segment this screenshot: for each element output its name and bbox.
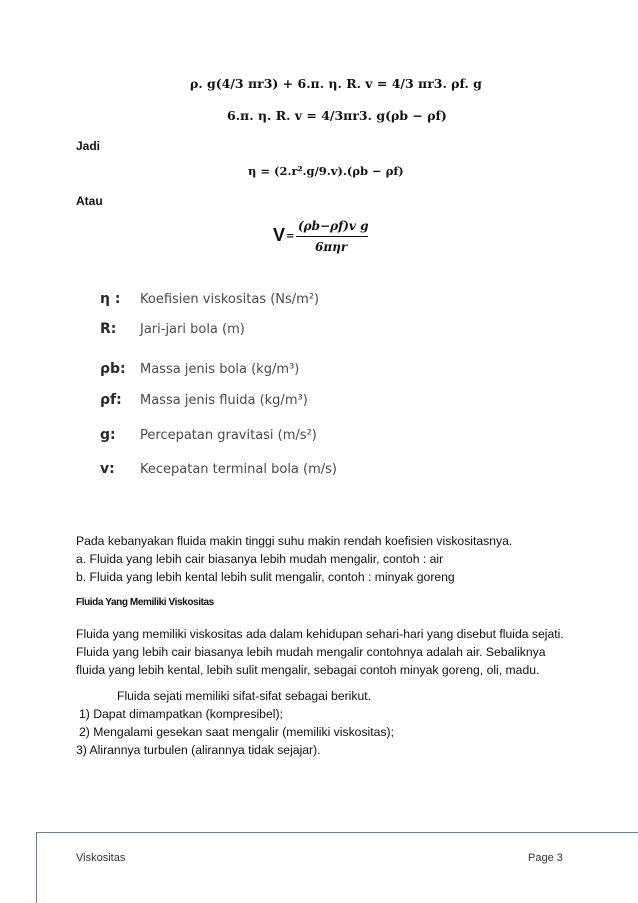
footer-border-left (36, 832, 37, 903)
text-line: Fluida yang memiliki viskositas ada dalam kehidupan sehari-hari yang disebut fluida sejati. (76, 627, 564, 641)
section-heading: Fluida Yang Memiliki Viskositas (76, 597, 214, 608)
paragraph-real-fluid (76, 625, 564, 679)
footer-divider (36, 832, 638, 833)
text-line: Fluida sejati memiliki sifat-sifat sebagai berikut. (117, 689, 372, 703)
legend-symbol: v: (100, 461, 115, 477)
formula-lhs: V (273, 225, 286, 245)
equation-1: ρ. g(4/3 πr3) + 6.π. η. R. v = 4/3 πr3. ρf. g (190, 76, 482, 91)
legend-row (100, 358, 299, 380)
text-line: b. Fluida yang lebih kental lebih sulit mengalir, contoh : minyak goreng (76, 570, 455, 584)
legend-symbol: η : (100, 291, 121, 307)
legend-description: Percepatan gravitasi (m/s²) (140, 427, 317, 443)
text-line: Fluida yang lebih cair biasanya lebih mudah mengalir contohnya adalah air. Sebaliknya (76, 645, 546, 659)
legend-symbol: ρf: (100, 392, 122, 408)
text-line: Pada kebanyakan fluida makin tinggi suhu makin rendah koefisien viskositasnya. (76, 534, 513, 548)
paragraph-viscosity-temperature (76, 532, 512, 586)
legend-row (100, 458, 337, 480)
list-item: 1) Dapat dimampatkan (kompresibel); (79, 707, 283, 721)
formula-equals: = (286, 231, 295, 242)
footer-title: Viskositas (76, 852, 126, 864)
list-item: 3) Alirannya turbulen (alirannya tidak sejajar). (76, 743, 321, 757)
legend-symbol: ρb: (100, 361, 126, 377)
legend-row (100, 424, 317, 446)
legend-symbol: g: (100, 427, 116, 443)
list-item: 2) Mengalami gesekan saat mengalir (memiliki viskositas); (79, 725, 394, 739)
label-jadi: Jadi (76, 139, 101, 153)
legend-description: Koefisien viskositas (Ns/m²) (140, 291, 320, 307)
fraction-bar (296, 236, 368, 237)
legend-description: Jari-jari bola (m) (140, 321, 245, 337)
legend-row (100, 318, 245, 340)
legend-row (100, 389, 308, 411)
legend-description: Massa jenis bola (kg/m³) (140, 361, 300, 377)
paragraph-properties (76, 687, 394, 759)
equation-2: 6.π. η. R. v = 4/3πr3. g(ρb − ρf) (227, 108, 447, 123)
legend-description: Massa jenis fluida (kg/m³) (140, 392, 308, 408)
legend-row (100, 288, 319, 310)
formula-numerator: (ρb−ρf)v g (298, 219, 369, 233)
page-number: Page 3 (528, 852, 563, 864)
label-atau: Atau (76, 194, 103, 208)
formula-denominator: 6πηr (315, 240, 348, 254)
equation-3: η = (2.r².g/9.v).(ρb − ρf) (248, 164, 404, 178)
legend-description: Kecepatan terminal bola (m/s) (140, 461, 337, 477)
legend-symbol: R: (100, 321, 117, 337)
text-line: a. Fluida yang lebih cair biasanya lebih mudah mengalir, contoh : air (76, 552, 444, 566)
text-line: fluida yang lebih kental, lebih sulit mengalir, sebagai contoh minyak goreng, oli, madu. (76, 663, 540, 677)
